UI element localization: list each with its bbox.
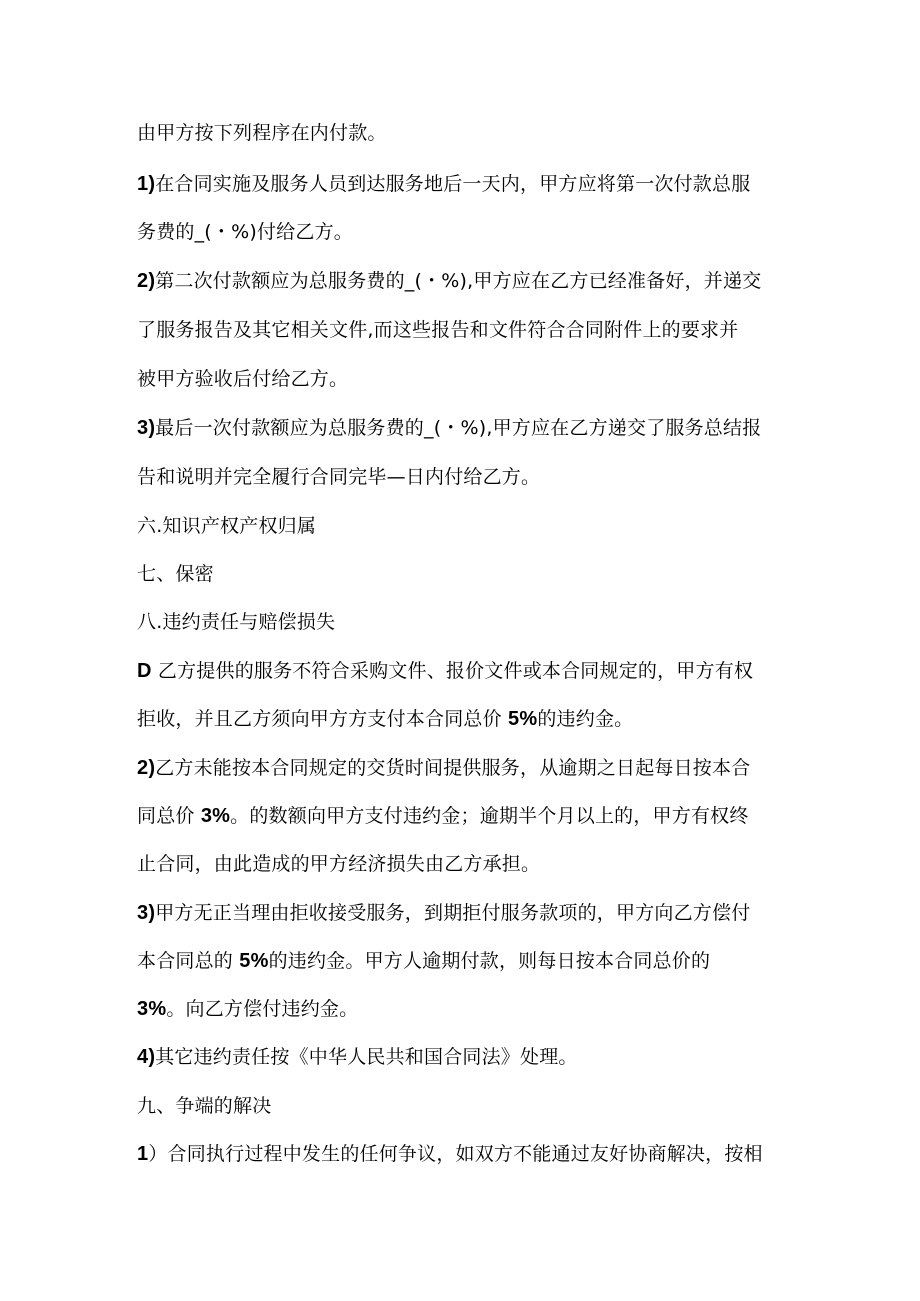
section-heading: [137, 610, 335, 634]
paragraph-line: [137, 416, 761, 440]
line-text: 止合同，由此造成的甲方经济损失由乙方承担。: [137, 853, 541, 875]
paragraph-line: [137, 220, 353, 244]
line-text: 被甲方验收后付给乙方。: [137, 368, 349, 390]
paragraph-line: [137, 172, 750, 196]
line-text: 的违约金。: [537, 708, 634, 730]
paragraph-line: [137, 1142, 763, 1166]
item-number: 3): [137, 417, 156, 439]
paragraph-line: [137, 269, 761, 293]
paragraph-line: [137, 901, 750, 925]
line-text: 告和说明并完全履行合同完毕—日内付给乙方。: [137, 466, 541, 488]
line-text: 由甲方按下列程序在内付款。: [137, 122, 387, 144]
section-heading: [137, 562, 214, 586]
paragraph-line: [137, 756, 750, 780]
item-number: 1): [137, 173, 156, 195]
line-text: 其它违约责任按《中华人民共和国合同法》处理。: [155, 1046, 578, 1068]
percent-value: 3%: [137, 998, 167, 1020]
line-text: 甲方无正当理由拒收接受服务，到期拒付服务款项的，甲方向乙方偿付: [155, 902, 751, 924]
line-text: 。的数额向甲方支付违约金；逾期半个月以上的，甲方有权终: [230, 805, 749, 827]
line-text: 七、保密: [137, 563, 214, 585]
percent-value: 5%: [508, 708, 538, 730]
line-text: 乙方提供的服务不符合采购文件、报价文件或本合同规定的，甲方有权: [151, 660, 754, 682]
paragraph-line: [137, 707, 633, 731]
paragraph-line: [137, 318, 738, 342]
paragraph-line: [137, 465, 540, 489]
line-text: 乙方未能按本合同规定的交货时间提供服务，从逾期之日起每日按本合: [155, 757, 751, 779]
paragraph-line: [137, 1045, 578, 1069]
section-heading: [137, 1094, 271, 1118]
item-number: 1: [137, 1143, 149, 1165]
line-text: 拒收，并且乙方须向甲方方支付本合同总价: [137, 708, 509, 730]
line-text: 在合同实施及服务人员到达服务地后一天内，甲方应将第一次付款总服: [155, 173, 751, 195]
percent-value: 3%: [200, 805, 231, 827]
item-number: 4): [137, 1046, 156, 1068]
paragraph-line: [137, 121, 387, 145]
line-text: 。向乙方偿付违约金。: [166, 998, 359, 1020]
line-text: 九、争端的解决: [137, 1095, 272, 1117]
item-number: D: [137, 660, 152, 682]
line-text: 的违约金。甲方人逾期付款，则每日按本合同总价的: [268, 950, 711, 972]
line-text: ）合同执行过程中发生的任何争议，如双方不能通过友好协商解决，按相: [148, 1143, 763, 1165]
section-heading: [137, 514, 316, 538]
line-text: 本合同总的: [137, 950, 240, 972]
line-text: 同总价: [137, 805, 201, 827]
line-text: 第二次付款额应为总服务费的_(・%),甲方应在乙方已经准备好，并递交: [155, 270, 762, 292]
item-number: 2): [137, 270, 156, 292]
item-number: 3): [137, 902, 156, 924]
paragraph-line: [137, 804, 749, 828]
paragraph-line: [137, 949, 710, 973]
paragraph-line: [137, 659, 753, 683]
line-text: 六.知识产权产权归属: [137, 515, 317, 537]
line-text: 务费的_(・%)付给乙方。: [137, 221, 353, 243]
item-number: 2): [137, 757, 156, 779]
paragraph-line: [137, 997, 358, 1021]
percent-value: 5%: [239, 950, 269, 972]
paragraph-line: [137, 367, 348, 391]
line-text: 八.违约责任与赔偿损失: [137, 611, 336, 633]
paragraph-line: [137, 852, 540, 876]
line-text: 了服务报告及其它相关文件,而这些报告和文件符合合同附件上的要求并: [137, 319, 739, 341]
line-text: 最后一次付款额应为总服务费的_(・%),甲方应在乙方递交了服务总结报: [155, 417, 762, 439]
